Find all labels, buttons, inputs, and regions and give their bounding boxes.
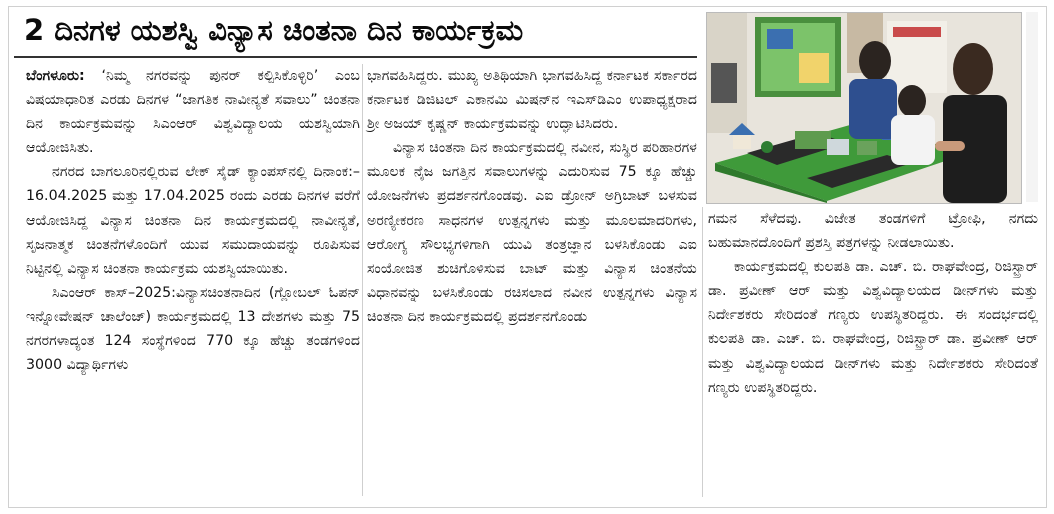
- photo-model-tree: [761, 141, 773, 153]
- photo-person-arm: [935, 141, 965, 151]
- photo-edge-strip-fill: [1026, 12, 1038, 202]
- paragraph-text: ‘ನಿಮ್ಮ ನಗರವನ್ನು ಪುನರ್ ಕಲ್ಪಿಸಿಕೊಳ್ಳಿರಿ’ ಎಂಬ ವಿಷಯಾಧಾರಿತ ಎರಡು ದಿನಗಳ “ಜಾಗತಿಕ ನಾವೀನ್ಯತೆ ಸವಾಲು” ಚಿಂತನಾ ದಿನ ಕಾರ್ಯಕ್ರಮವನ್ನು ಸಿಎಂಆರ್ ವಿಶ್ವವಿದ್ಯಾಲಯ ಯಶಸ್ವಿಯಾಗಿ ಆಯೋಜಿಸಿತು.: [26, 68, 360, 157]
- photo-edge-strip: [1026, 12, 1038, 202]
- paragraph: ಕಾರ್ಯಕ್ರಮದಲ್ಲಿ ಕುಲಪತಿ ಡಾ. ಎಚ್. ಬಿ. ರಾಘವೇಂದ್ರ, ರಿಜಿಸ್ಟ್ರಾರ್ ಡಾ. ಪ್ರವೀಣ್ ಆರ್ ಮತ್ತು ವಿಶ್ವವಿದ್ಯಾಲಯದ ಡೀನ್‌ಗಳು ಮತ್ತು ನಿರ್ದೇಶಕರು ಸೇರಿದಂತೆ ಗಣ್ಯರು ಉಪಸ್ಥಿತರಿದ್ದರು. ಈ ಸಂದರ್ಭದಲ್ಲಿ ಕುಲಪತಿ ಡಾ. ಎಚ್. ಬಿ. ರಾಘವೇಂದ್ರ, ರಿಜಿಸ್ಟ್ರಾರ್ ಡಾ. ಪ್ರವೀಣ್ ಆರ್ ಮತ್ತು ವಿಶ್ವವಿದ್ಯಾಲಯದ ಡೀನ್‌ಗಳು ಮತ್ತು ನಿರ್ದೇಶಕರು ಸೇರಿದಂತೆ ಗಣ್ಯರು ಉಪಸ್ಥಿತರಿದ್ದರು.: [708, 259, 1038, 396]
- headline-rule: [14, 56, 697, 58]
- paragraph: ಸಿಎಂಆರ್ ಕಾಸ್–2025:ವಿನ್ಯಾಸಚಿಂತನಾದಿನ (ಗ್ಲೋಬಲ್ ಓಪನ್ ಇನ್ನೋವೇಷನ್ ಚಾಲೆಂಜ್) ಕಾರ್ಯಕ್ರಮದಲ್ಲಿ 13 ದೇಶಗಳು ಮತ್ತು 75 ನಗರಗಳಾದ್ಯಂತ 124 ಸಂಸ್ಥೆಗಳಿಂದ 770 ಕ್ಕೂ ಹೆಚ್ಚು ತಂಡಗಳಿಂದ 3000 ವಿದ್ಯಾರ್ಥಿಗಳು: [26, 284, 360, 374]
- article-column-1: [26, 64, 360, 377]
- paragraph: ಭಾಗವಹಿಸಿದ್ದರು. ಮುಖ್ಯ ಅತಿಥಿಯಾಗಿ ಭಾಗವಹಿಸಿದ್ದ ಕರ್ನಾಟಕ ಸರ್ಕಾರದ ಕರ್ನಾಟಕ ಡಿಜಿಟಲ್ ಎಕಾನಮಿ ಮಿಷನ್‌ನ ಇಎಸ್‌ಡಿಎಂ ಉಪಾಧ್ಯಕ್ಷರಾದ ಶ್ರೀ ಅಜಯ್ ಕೃಷ್ಣನ್ ಕಾರ್ಯಕ್ರಮವನ್ನು ಉದ್ಘಾಟಿಸಿದರು.: [367, 68, 697, 133]
- photo-illustration: [707, 13, 1021, 203]
- photo-person-head: [898, 85, 926, 117]
- paragraph: ಗಮನ ಸೆಳೆದವು. ವಿಜೇತ ತಂಡಗಳಿಗೆ ಟ್ರೋಫಿ, ನಗದು ಬಹುಮಾನದೊಂದಿಗೆ ಪ್ರಶಸ್ತಿ ಪತ್ರಗಳನ್ನು ನೀಡಲಾಯಿತು.: [708, 211, 1038, 252]
- column-divider: [362, 64, 363, 496]
- column-divider: [702, 207, 703, 497]
- photo-model-house: [733, 133, 751, 149]
- photo-board-card: [767, 29, 793, 49]
- photo-person-head: [859, 41, 891, 81]
- photo-poster-band: [893, 27, 941, 37]
- dateline: ಬೆಂಗಳೂರು:: [26, 68, 85, 84]
- photo-board-card: [799, 53, 829, 83]
- photo-model-building: [827, 139, 849, 155]
- article-headline: 2 ದಿನಗಳ ಯಶಸ್ವಿ ವಿನ್ಯಾಸ ಚಿಂತನಾ ದಿನ ಕಾರ್ಯಕ್ರಮ: [24, 13, 524, 47]
- article-photo: [706, 12, 1022, 204]
- article-column-3: [708, 207, 1038, 400]
- article-column-2: [367, 64, 697, 329]
- paragraph: [26, 64, 360, 160]
- paragraph: ನಗರದ ಬಾಗಲೂರಿನಲ್ಲಿರುವ ಲೇಕ್ ಸೈಡ್ ಕ್ಯಾಂಪಸ್‌ನಲ್ಲಿ ದಿನಾಂಕ:–16.04.2025 ಮತ್ತು 17.04.2025 ರಂದು ಎರಡು ದಿನಗಳ ವರೆಗೆ ಆಯೋಜಿಸಿದ್ದ ವಿನ್ಯಾಸ ಚಿಂತನಾ ದಿನ ಕಾರ್ಯಕ್ರಮದಲ್ಲಿ ನಾವೀನ್ಯತೆ, ಸೃಜನಾತ್ಮಕ ಚಿಂತನೆಗಳೊಂದಿಗೆ ಯುವ ಸಮುದಾಯವನ್ನು ರೂಪಿಸುವ ನಿಟ್ಟಿನಲ್ಲಿ ವಿನ್ಯಾಸ ಚಿಂತನಾ ಕಾರ್ಯಕ್ರಮ ಯಶಸ್ವಿಯಾಯಿತು.: [26, 164, 360, 277]
- photo-person-head: [953, 43, 993, 95]
- paragraph: ವಿನ್ಯಾಸ ಚಿಂತನಾ ದಿನ ಕಾರ್ಯಕ್ರಮದಲ್ಲಿ ನವೀನ, ಸುಸ್ಥಿರ ಪರಿಹಾರಗಳ ಮೂಲಕ ನೈಜ ಜಗತ್ತಿನ ಸವಾಲುಗಳನ್ನು ಎದುರಿಸುವ 75 ಕ್ಕೂ ಹೆಚ್ಚು ಯೋಜನೆಗಳು ಪ್ರದರ್ಶನಗೊಂಡವು. ಎಐ ಡ್ರೋನ್ ಅಗ್ರಿಬಾಟ್ ಬಳಸುವ ಅರಣ್ಯೀಕರಣ ಸಾಧನಗಳ ಉತ್ಪನ್ನಗಳು ಮತ್ತು ಮೂಲಮಾದರಿಗಳು, ಆರೋಗ್ಯ ಸೌಲಭ್ಯಗಳಿಗಾಗಿ ಯುವಿ ತಂತ್ರಜ್ಞಾನ ಬಳಸಿಕೊಂಡು ಎಐ ಸಂಯೋಜಿತ ಶುಚಿಗೊಳಿಸುವ ಬಾಟ್ ಮತ್ತು ವಿನ್ಯಾಸ ಚಿಂತನೆಯ ವಿಧಾನವನ್ನು ಬಳಸಿಕೊಂಡು ರಚಿಸಲಾದ ನವೀನ ಉತ್ಪನ್ನಗಳು ವಿನ್ಯಾಸ ಚಿಂತನಾ ದಿನ ಕಾರ್ಯಕ್ರಮದಲ್ಲಿ ಪ್ರದರ್ಶನಗೊಂಡು: [367, 140, 697, 325]
- photo-model-building: [795, 131, 831, 149]
- photo-model-building: [857, 141, 877, 155]
- photo-person-body: [891, 115, 935, 165]
- photo-person-body: [849, 79, 897, 139]
- photo-machine: [711, 63, 737, 103]
